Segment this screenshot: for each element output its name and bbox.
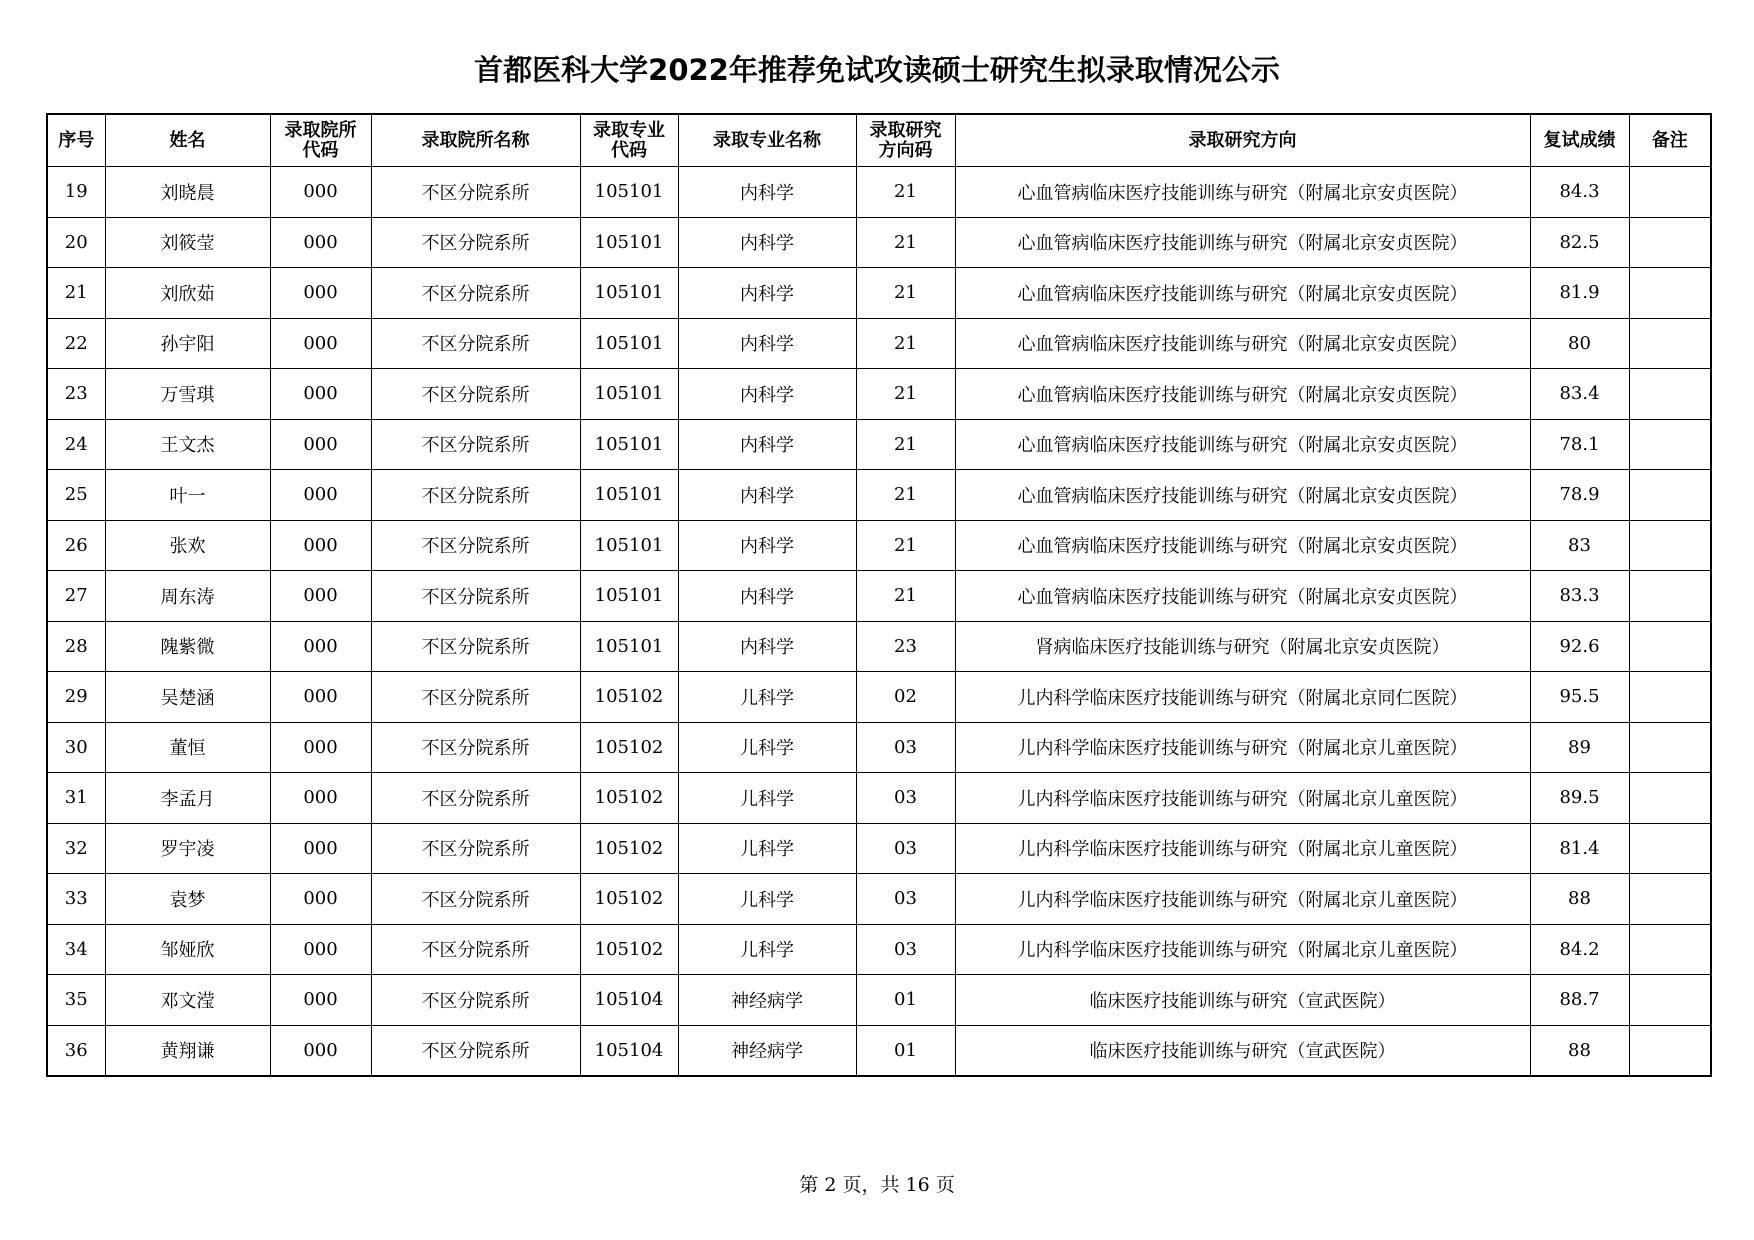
cell-remark <box>1629 419 1711 470</box>
cell-inst-code: 000 <box>270 621 371 672</box>
cell-score: 89.5 <box>1530 773 1629 824</box>
cell-remark <box>1629 167 1711 218</box>
cell-major-code: 105102 <box>580 722 678 773</box>
cell-inst-code: 000 <box>270 1025 371 1076</box>
cell-dir-code: 03 <box>856 874 955 925</box>
cell-remark <box>1629 470 1711 521</box>
table-row <box>47 571 1711 622</box>
cell-major-name: 神经病学 <box>678 1025 856 1076</box>
cell-major-name: 儿科学 <box>678 874 856 925</box>
cell-major-code: 105102 <box>580 874 678 925</box>
cell-major-code: 105104 <box>580 1025 678 1076</box>
cell-inst-code: 000 <box>270 268 371 319</box>
cell-major-code: 105101 <box>580 520 678 571</box>
cell-name: 周东涛 <box>105 571 270 622</box>
cell-major-name: 内科学 <box>678 520 856 571</box>
cell-major-name: 儿科学 <box>678 722 856 773</box>
cell-major-code: 105101 <box>580 167 678 218</box>
table-row <box>47 520 1711 571</box>
cell-inst-name: 不区分院系所 <box>371 975 580 1026</box>
cell-remark <box>1629 975 1711 1026</box>
cell-major-name: 内科学 <box>678 369 856 420</box>
cell-major-name: 内科学 <box>678 571 856 622</box>
cell-name: 黄翔谦 <box>105 1025 270 1076</box>
cell-name: 刘欣茹 <box>105 268 270 319</box>
cell-inst-code: 000 <box>270 419 371 470</box>
cell-name: 董恒 <box>105 722 270 773</box>
cell-inst-name: 不区分院系所 <box>371 823 580 874</box>
header-text: 姓名 <box>169 129 206 151</box>
header-text: 录取院所 <box>284 119 357 141</box>
cell-direction: 心血管病临床医疗技能训练与研究（附属北京安贞医院） <box>955 571 1530 622</box>
table-row <box>47 773 1711 824</box>
cell-direction: 心血管病临床医疗技能训练与研究（附属北京安贞医院） <box>955 520 1530 571</box>
cell-score: 88 <box>1530 1025 1629 1076</box>
cell-direction: 心血管病临床医疗技能训练与研究（附属北京安贞医院） <box>955 318 1530 369</box>
cell-dir-code: 21 <box>856 369 955 420</box>
header-text: 录取专业 <box>593 119 665 141</box>
cell-seq: 19 <box>47 167 105 218</box>
cell-seq: 29 <box>47 672 105 723</box>
cell-seq: 33 <box>47 874 105 925</box>
cell-inst-name: 不区分院系所 <box>371 167 580 218</box>
cell-direction: 心血管病临床医疗技能训练与研究（附属北京安贞医院） <box>955 419 1530 470</box>
table-row <box>47 419 1711 470</box>
cell-major-code: 105101 <box>580 571 678 622</box>
cell-inst-code: 000 <box>270 318 371 369</box>
cell-inst-code: 000 <box>270 773 371 824</box>
table-row <box>47 621 1711 672</box>
cell-score: 92.6 <box>1530 621 1629 672</box>
header-text: 代码 <box>611 139 647 161</box>
cell-major-code: 105101 <box>580 369 678 420</box>
cell-major-name: 儿科学 <box>678 672 856 723</box>
cell-inst-code: 000 <box>270 924 371 975</box>
cell-inst-code: 000 <box>270 167 371 218</box>
cell-major-code: 105101 <box>580 419 678 470</box>
cell-major-name: 儿科学 <box>678 924 856 975</box>
header-col-dir-code <box>856 114 955 167</box>
cell-dir-code: 03 <box>856 823 955 874</box>
cell-dir-code: 21 <box>856 217 955 268</box>
cell-dir-code: 02 <box>856 672 955 723</box>
cell-major-code: 105101 <box>580 268 678 319</box>
header-col-seq <box>47 114 105 167</box>
cell-seq: 36 <box>47 1025 105 1076</box>
cell-direction: 心血管病临床医疗技能训练与研究（附属北京安贞医院） <box>955 369 1530 420</box>
cell-inst-name: 不区分院系所 <box>371 571 580 622</box>
cell-major-name: 内科学 <box>678 268 856 319</box>
cell-score: 84.3 <box>1530 167 1629 218</box>
cell-inst-name: 不区分院系所 <box>371 369 580 420</box>
cell-name: 袁梦 <box>105 874 270 925</box>
table-row <box>47 722 1711 773</box>
cell-dir-code: 01 <box>856 975 955 1026</box>
cell-inst-name: 不区分院系所 <box>371 419 580 470</box>
cell-score: 88 <box>1530 874 1629 925</box>
cell-major-code: 105101 <box>580 318 678 369</box>
cell-inst-code: 000 <box>270 975 371 1026</box>
cell-major-code: 105102 <box>580 773 678 824</box>
cell-seq: 22 <box>47 318 105 369</box>
cell-name: 万雪琪 <box>105 369 270 420</box>
cell-dir-code: 21 <box>856 419 955 470</box>
cell-seq: 32 <box>47 823 105 874</box>
cell-major-name: 内科学 <box>678 167 856 218</box>
cell-remark <box>1629 520 1711 571</box>
header-text: 录取专业名称 <box>713 129 821 151</box>
cell-seq: 24 <box>47 419 105 470</box>
cell-score: 78.9 <box>1530 470 1629 521</box>
cell-inst-name: 不区分院系所 <box>371 470 580 521</box>
table-row <box>47 318 1711 369</box>
header-text: 录取研究方向 <box>1188 129 1297 151</box>
cell-name: 刘晓晨 <box>105 167 270 218</box>
header-col-remark <box>1629 114 1711 167</box>
cell-inst-code: 000 <box>270 874 371 925</box>
cell-direction: 儿内科学临床医疗技能训练与研究（附属北京同仁医院） <box>955 672 1530 723</box>
cell-major-code: 105101 <box>580 621 678 672</box>
cell-major-code: 105104 <box>580 975 678 1026</box>
cell-direction: 肾病临床医疗技能训练与研究（附属北京安贞医院） <box>955 621 1530 672</box>
header-text: 录取院所名称 <box>421 129 530 151</box>
cell-dir-code: 01 <box>856 1025 955 1076</box>
cell-major-code: 105101 <box>580 470 678 521</box>
header-col-inst-code <box>270 114 371 167</box>
cell-inst-name: 不区分院系所 <box>371 217 580 268</box>
table-row <box>47 874 1711 925</box>
cell-inst-name: 不区分院系所 <box>371 318 580 369</box>
cell-dir-code: 21 <box>856 571 955 622</box>
cell-seq: 35 <box>47 975 105 1026</box>
header-col-direction <box>955 114 1530 167</box>
cell-major-name: 内科学 <box>678 217 856 268</box>
table-row <box>47 470 1711 521</box>
cell-remark <box>1629 672 1711 723</box>
header-text: 序号 <box>58 129 95 151</box>
header-text: 方向码 <box>878 139 933 161</box>
cell-seq: 26 <box>47 520 105 571</box>
cell-seq: 34 <box>47 924 105 975</box>
header-col-name <box>105 114 270 167</box>
cell-name: 邓文滢 <box>105 975 270 1026</box>
header-col-inst-name <box>371 114 580 167</box>
cell-name: 王文杰 <box>105 419 270 470</box>
cell-inst-code: 000 <box>270 369 371 420</box>
cell-dir-code: 03 <box>856 773 955 824</box>
cell-name: 刘筱莹 <box>105 217 270 268</box>
cell-remark <box>1629 722 1711 773</box>
cell-direction: 心血管病临床医疗技能训练与研究（附属北京安贞医院） <box>955 167 1530 218</box>
table-row <box>47 975 1711 1026</box>
cell-remark <box>1629 823 1711 874</box>
cell-seq: 31 <box>47 773 105 824</box>
header-col-major-code <box>580 114 678 167</box>
table-body <box>47 167 1711 1077</box>
cell-score: 83.3 <box>1530 571 1629 622</box>
cell-direction: 临床医疗技能训练与研究（宣武医院） <box>955 1025 1530 1076</box>
cell-name: 李孟月 <box>105 773 270 824</box>
cell-remark <box>1629 621 1711 672</box>
cell-major-code: 105102 <box>580 672 678 723</box>
page-title: 首都医科大学2022年推荐免试攻读硕士研究生拟录取情况公示 <box>474 53 1280 87</box>
table-row <box>47 217 1711 268</box>
cell-major-name: 神经病学 <box>678 975 856 1026</box>
header-col-major-name <box>678 114 856 167</box>
cell-dir-code: 21 <box>856 520 955 571</box>
cell-dir-code: 23 <box>856 621 955 672</box>
cell-inst-code: 000 <box>270 722 371 773</box>
cell-score: 78.1 <box>1530 419 1629 470</box>
cell-seq: 28 <box>47 621 105 672</box>
cell-dir-code: 21 <box>856 318 955 369</box>
table-row <box>47 672 1711 723</box>
cell-inst-name: 不区分院系所 <box>371 268 580 319</box>
table-row <box>47 167 1711 218</box>
cell-inst-code: 000 <box>270 571 371 622</box>
cell-direction: 儿内科学临床医疗技能训练与研究（附属北京儿童医院） <box>955 874 1530 925</box>
cell-dir-code: 03 <box>856 924 955 975</box>
cell-score: 81.9 <box>1530 268 1629 319</box>
table-row <box>47 924 1711 975</box>
cell-inst-code: 000 <box>270 217 371 268</box>
cell-remark <box>1629 268 1711 319</box>
cell-major-name: 内科学 <box>678 318 856 369</box>
cell-score: 88.7 <box>1530 975 1629 1026</box>
cell-dir-code: 21 <box>856 268 955 319</box>
cell-name: 罗宇凌 <box>105 823 270 874</box>
cell-seq: 21 <box>47 268 105 319</box>
admission-table <box>46 113 1712 1077</box>
cell-major-name: 儿科学 <box>678 823 856 874</box>
cell-direction: 心血管病临床医疗技能训练与研究（附属北京安贞医院） <box>955 217 1530 268</box>
cell-score: 84.2 <box>1530 924 1629 975</box>
cell-inst-name: 不区分院系所 <box>371 672 580 723</box>
cell-inst-name: 不区分院系所 <box>371 1025 580 1076</box>
cell-dir-code: 03 <box>856 722 955 773</box>
cell-remark <box>1629 773 1711 824</box>
cell-inst-name: 不区分院系所 <box>371 520 580 571</box>
cell-direction: 儿内科学临床医疗技能训练与研究（附属北京儿童医院） <box>955 823 1530 874</box>
header-text: 代码 <box>302 139 339 161</box>
cell-remark <box>1629 217 1711 268</box>
cell-score: 95.5 <box>1530 672 1629 723</box>
header-text: 录取研究 <box>869 119 942 141</box>
cell-remark <box>1629 571 1711 622</box>
cell-score: 83.4 <box>1530 369 1629 420</box>
cell-major-name: 内科学 <box>678 419 856 470</box>
cell-inst-code: 000 <box>270 470 371 521</box>
table-row <box>47 369 1711 420</box>
cell-inst-name: 不区分院系所 <box>371 874 580 925</box>
cell-inst-name: 不区分院系所 <box>371 621 580 672</box>
cell-major-name: 内科学 <box>678 470 856 521</box>
table-row <box>47 1025 1711 1076</box>
cell-inst-name: 不区分院系所 <box>371 722 580 773</box>
table-row <box>47 823 1711 874</box>
cell-direction: 心血管病临床医疗技能训练与研究（附属北京安贞医院） <box>955 470 1530 521</box>
cell-name: 叶一 <box>105 470 270 521</box>
header-text: 复试成绩 <box>1543 129 1616 151</box>
cell-remark <box>1629 1025 1711 1076</box>
table-header-row <box>47 114 1711 167</box>
cell-remark <box>1629 874 1711 925</box>
cell-direction: 儿内科学临床医疗技能训练与研究（附属北京儿童医院） <box>955 924 1530 975</box>
cell-direction: 儿内科学临床医疗技能训练与研究（附属北京儿童医院） <box>955 722 1530 773</box>
cell-name: 隗紫微 <box>105 621 270 672</box>
cell-inst-name: 不区分院系所 <box>371 773 580 824</box>
cell-inst-name: 不区分院系所 <box>371 924 580 975</box>
cell-major-code: 105102 <box>580 924 678 975</box>
cell-direction: 心血管病临床医疗技能训练与研究（附属北京安贞医院） <box>955 268 1530 319</box>
cell-seq: 27 <box>47 571 105 622</box>
cell-major-name: 内科学 <box>678 621 856 672</box>
cell-name: 吴楚涵 <box>105 672 270 723</box>
cell-name: 孙宇阳 <box>105 318 270 369</box>
cell-remark <box>1629 924 1711 975</box>
header-col-score <box>1530 114 1629 167</box>
cell-inst-code: 000 <box>270 520 371 571</box>
cell-direction: 临床医疗技能训练与研究（宣武医院） <box>955 975 1530 1026</box>
cell-major-code: 105102 <box>580 823 678 874</box>
page-footer: 第 2 页，共 16 页 <box>799 1174 955 1196</box>
cell-score: 82.5 <box>1530 217 1629 268</box>
cell-direction: 儿内科学临床医疗技能训练与研究（附属北京儿童医院） <box>955 773 1530 824</box>
cell-seq: 30 <box>47 722 105 773</box>
cell-dir-code: 21 <box>856 167 955 218</box>
cell-seq: 23 <box>47 369 105 420</box>
cell-major-code: 105101 <box>580 217 678 268</box>
cell-remark <box>1629 318 1711 369</box>
cell-dir-code: 21 <box>856 470 955 521</box>
cell-inst-code: 000 <box>270 823 371 874</box>
table-row <box>47 268 1711 319</box>
cell-score: 80 <box>1530 318 1629 369</box>
header-text: 备注 <box>1651 129 1688 151</box>
cell-score: 83 <box>1530 520 1629 571</box>
cell-inst-code: 000 <box>270 672 371 723</box>
cell-seq: 25 <box>47 470 105 521</box>
cell-score: 89 <box>1530 722 1629 773</box>
cell-score: 81.4 <box>1530 823 1629 874</box>
cell-major-name: 儿科学 <box>678 773 856 824</box>
cell-name: 邹娅欣 <box>105 924 270 975</box>
cell-seq: 20 <box>47 217 105 268</box>
cell-remark <box>1629 369 1711 420</box>
cell-name: 张欢 <box>105 520 270 571</box>
